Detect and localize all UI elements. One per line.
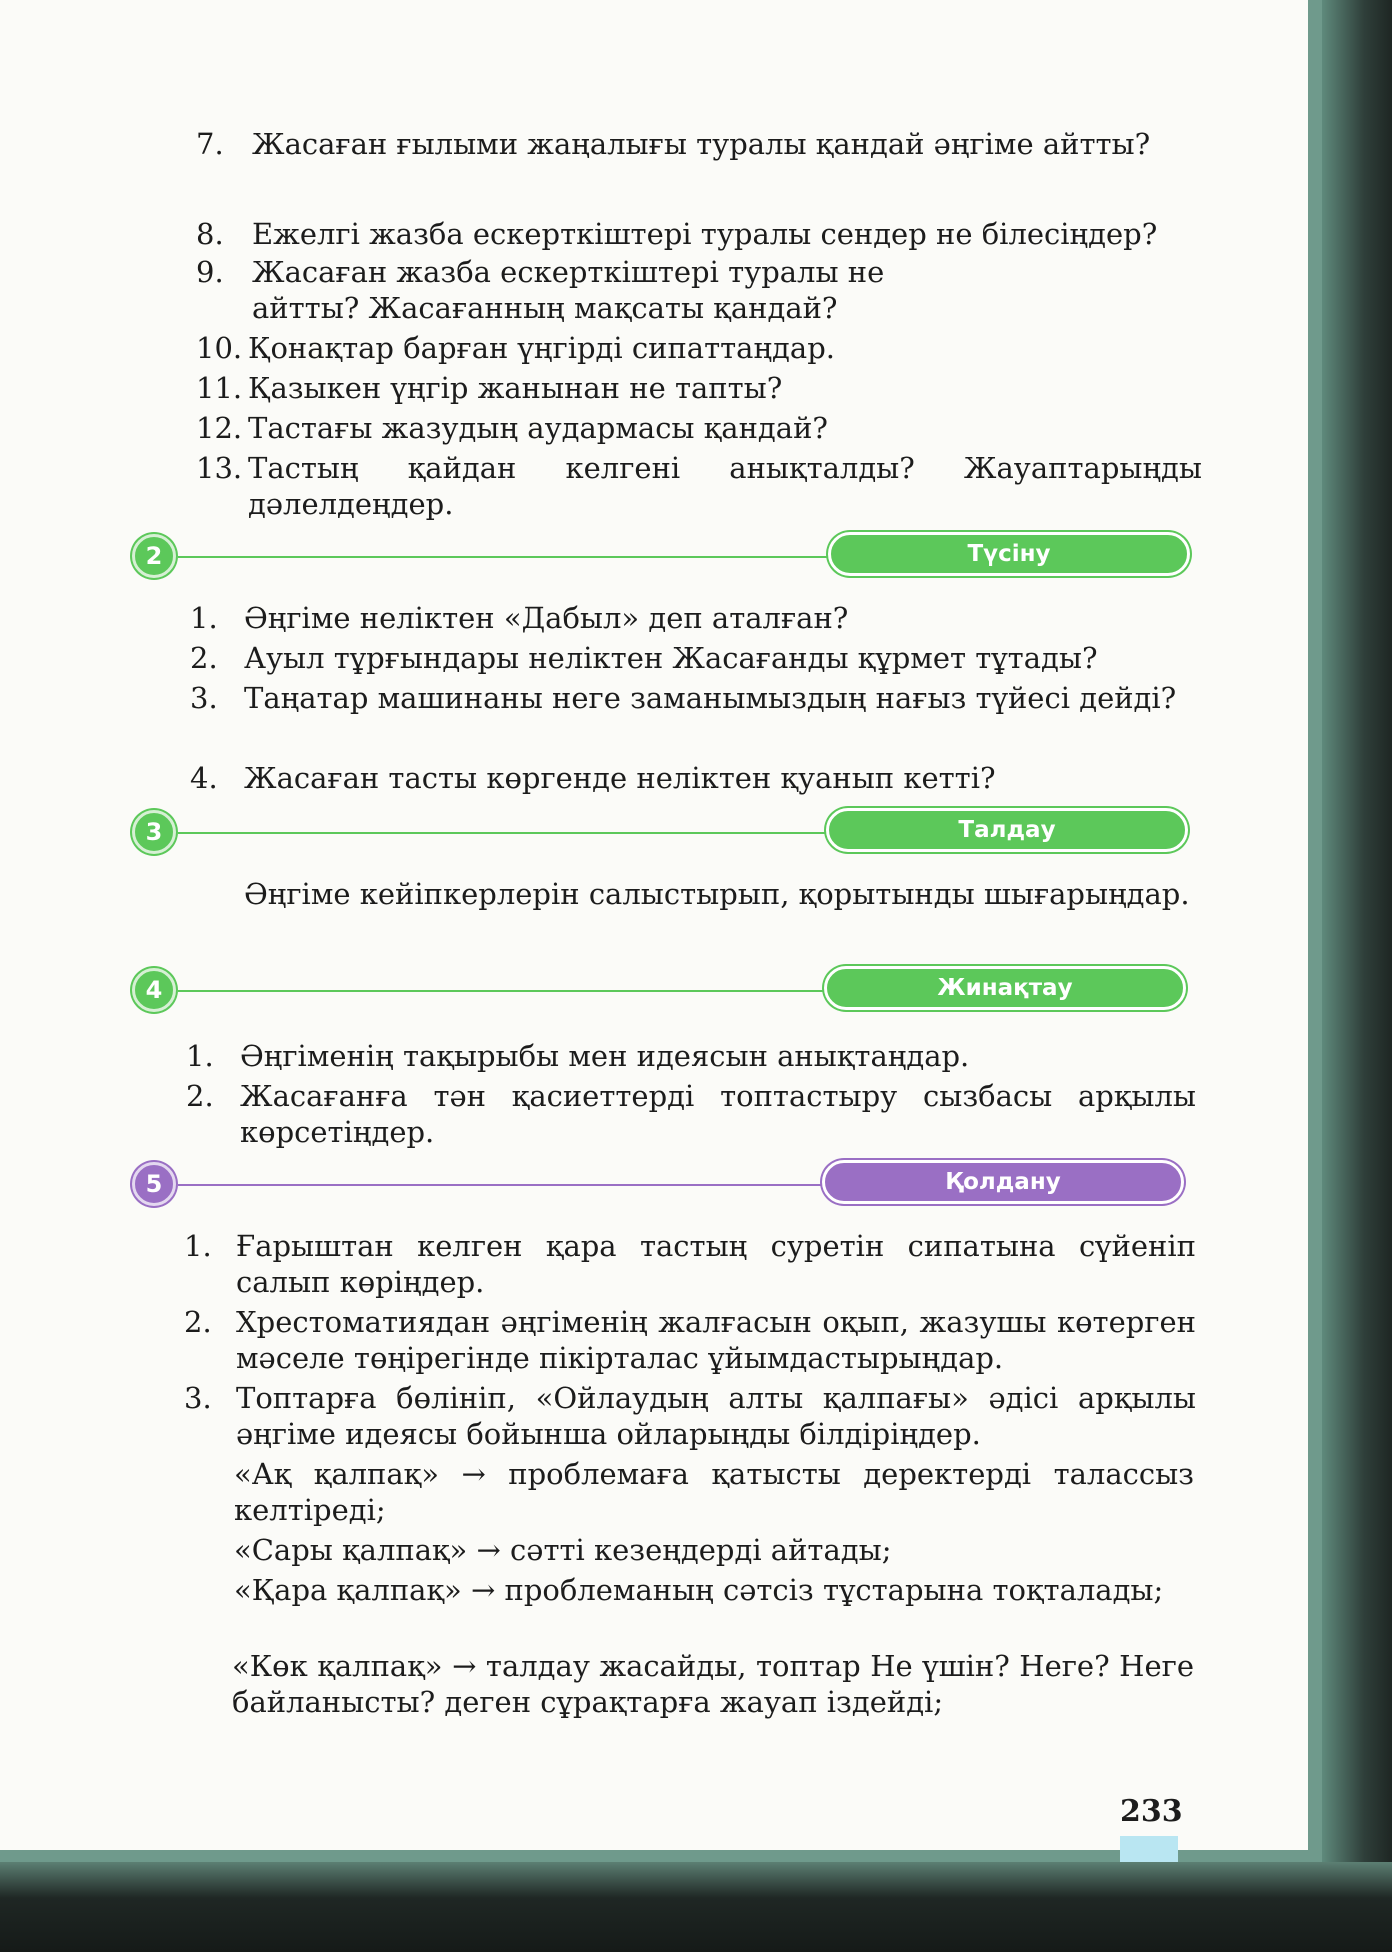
section-number-badge: 4 [132,968,176,1012]
list-item: 11. Қазыкен үңгір жанынан не тапты? [196,371,783,405]
list-item: 2. Хрестоматиядан әңгіменің жалғасын оқып, жазушы көтерген мәселе төңірегінде пікірталас ұйымдастырыңдар. [184,1305,1196,1375]
hat-description: «Қара қалпақ» → проблеманың сәтсіз тұстарына тоқталады; [234,1573,1164,1607]
list-item: 1. Әңгіме неліктен «Дабыл» деп аталған? [190,601,849,635]
section-number-badge: 5 [132,1162,176,1206]
book-bottom-edge [0,1862,1392,1952]
list-item: 10. Қонақтар барған үңгірді сипаттаңдар. [196,331,835,365]
section-number-badge: 3 [132,810,176,854]
list-item: 12. Тастағы жазудың аудармасы қандай? [196,411,828,445]
hat-description: «Ақ қалпақ» → проблемаға қатысты деректерді талассыз келтіреді; [234,1457,1194,1527]
book-spine [1322,0,1392,1952]
hat-description: «Сары қалпақ» → сәтті кезеңдерді айтады; [234,1533,892,1567]
section-label: Түсіну [828,532,1190,576]
task-paragraph: Әңгіме кейіпкерлерін салыстырып, қорытынды шығарыңдар. [244,877,1190,911]
list-item: 4. Жасаған тасты көргенде неліктен қуанып кетті? [190,761,996,795]
section-number-badge: 2 [132,534,176,578]
section-label: Жинақтау [824,966,1186,1010]
page-number: 233 [1120,1794,1183,1829]
list-item: 1. Ғарыштан келген қара тастың суретін сипатына сүйеніп салып көріңдер. [184,1229,1196,1299]
list-item: 2. Ауыл тұрғындары неліктен Жасағанды құрмет тұтады? [190,641,1098,675]
hat-description: «Көк қалпақ» → талдау жасайды, топтар Не үшін? Неге? Неге байланысты? деген сұрақтарға жауап іздейді; [232,1649,1194,1719]
section-header-5 [132,1160,1192,1214]
list-item: 3. Таңатар машинаны неге заманымыздың нағыз түйесі дейді? [190,681,1177,715]
section-header-2 [132,532,1192,586]
list-item: 7. Жасаған ғылыми жаңалығы туралы қандай әңгіме айтты? [196,127,1151,161]
list-item: 13. Тастың қайдан келгені анықталды? Жауаптарыңды дәлелдеңдер. [196,451,1202,521]
list-item: 1. Әңгіменің тақырыбы мен идеясын анықтаңдар. [186,1039,970,1073]
section-header-3 [132,808,1192,862]
list-item: 2. Жасағанға тән қасиеттерді топтастыру сызбасы арқылы көрсетіңдер. [186,1079,1196,1149]
section-header-4 [132,966,1192,1020]
section-label: Талдау [826,808,1188,852]
list-item: 3. Топтарға бөлініп, «Ойлаудың алты қалпағы» әдісі арқылы әңгіме идеясы бойынша ойларыңды білдіріңдер. [184,1381,1196,1451]
list-item: 8. Ежелгі жазба ескерткіштері туралы сендер не білесіңдер? [196,217,1158,251]
section-label: Қолдану [822,1160,1184,1204]
list-item: 9. Жасаған жазба ескерткіштері туралы не айтты? Жасағанның мақсаты қандай? [196,255,885,325]
